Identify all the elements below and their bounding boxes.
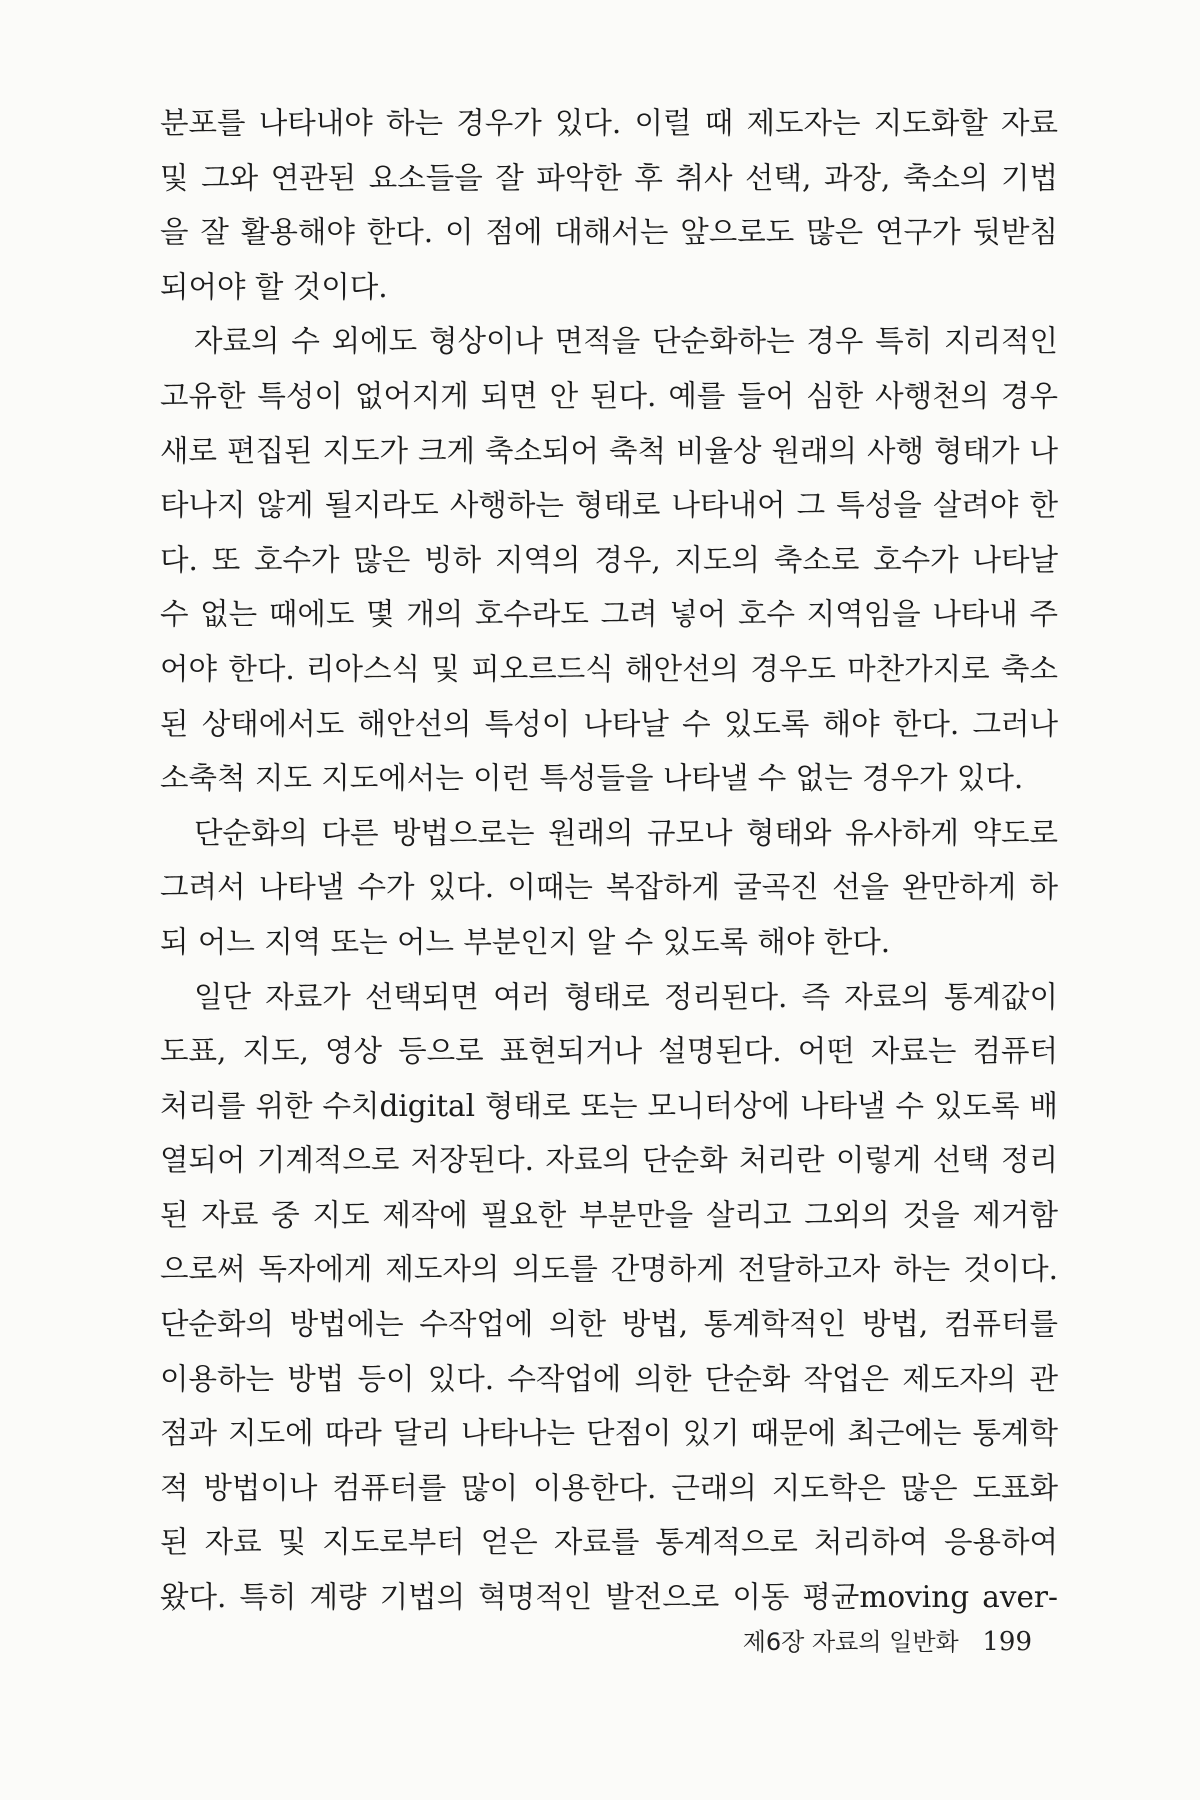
- text-line: 단순화의 방법에는 수작업에 의한 방법, 통계학적인 방법, 컴퓨터를: [160, 1307, 1058, 1342]
- text-line: 소축척 지도 지도에서는 이런 특성들을 나타낼 수 없는 경우가 있다.: [160, 761, 1024, 796]
- text-line: 점과 지도에 따라 달리 나타나는 단점이 있기 때문에 최근에는 통계학: [160, 1416, 1058, 1451]
- text-line: 열되어 기계적으로 저장된다. 자료의 단순화 처리란 이렇게 선택 정리: [160, 1143, 1058, 1178]
- text-line: 되어야 할 것이다.: [160, 269, 388, 304]
- text-line: 어야 한다. 리아스식 및 피오르드식 해안선의 경우도 마찬가지로 축소: [160, 651, 1058, 686]
- text-line: 이용하는 방법 등이 있다. 수작업에 의한 단순화 작업은 제도자의 관: [160, 1361, 1058, 1396]
- paragraph-start-line: 단순화의 다른 방법으로는 원래의 규모나 형태와 유사하게 약도로: [194, 815, 1058, 850]
- text-line: 그려서 나타낼 수가 있다. 이때는 복잡하게 굴곡진 선을 완만하게 하: [160, 870, 1058, 905]
- text-line: 도표, 지도, 영상 등으로 표현되거나 설명된다. 어떤 자료는 컴퓨터: [160, 1034, 1058, 1069]
- text-line: 된 상태에서도 해안선의 특성이 나타날 수 있도록 해야 한다. 그러나: [160, 706, 1058, 741]
- text-line: 으로써 독자에게 제도자의 의도를 간명하게 전달하고자 하는 것이다.: [160, 1252, 1058, 1287]
- paragraph-start-line: 일단 자료가 선택되면 여러 형태로 정리된다. 즉 자료의 통계값이: [194, 979, 1058, 1014]
- text-line: 을 잘 활용해야 한다. 이 점에 대해서는 앞으로도 많은 연구가 뒷받침: [160, 215, 1058, 250]
- chapter-title: 제6장 자료의 일반화: [742, 1628, 959, 1656]
- text-line: 되 어느 지역 또는 어느 부분인지 알 수 있도록 해야 한다.: [160, 924, 891, 959]
- text-line: 타나지 않게 될지라도 사행하는 형태로 나타내어 그 특성을 살려야 한: [160, 488, 1058, 523]
- text-line: 된 자료 중 지도 제작에 필요한 부분만을 살리고 그외의 것을 제거함: [160, 1197, 1058, 1232]
- body-text: [160, 96, 1058, 1625]
- text-line: 다. 또 호수가 많은 빙하 지역의 경우, 지도의 축소로 호수가 나타날: [160, 542, 1058, 577]
- text-line: 수 없는 때에도 몇 개의 호수라도 그려 넣어 호수 지역임을 나타내 주: [160, 597, 1058, 632]
- page-footer: [743, 1622, 1032, 1657]
- text-line: 새로 편집된 지도가 크게 축소되어 축척 비율상 원래의 사행 형태가 나: [160, 433, 1058, 468]
- paragraph-start-line: 자료의 수 외에도 형상이나 면적을 단순화하는 경우 특히 지리적인: [194, 324, 1058, 359]
- text-line: 적 방법이나 컴퓨터를 많이 이용한다. 근래의 지도학은 많은 도표화: [160, 1470, 1058, 1505]
- text-line: 고유한 특성이 없어지게 되면 안 된다. 예를 들어 심한 사행천의 경우: [160, 378, 1058, 413]
- text-line: 된 자료 및 지도로부터 얻은 자료를 통계적으로 처리하여 응용하여: [160, 1525, 1058, 1560]
- text-line: 왔다. 특히 계량 기법의 혁명적인 발전으로 이동 평균moving aver-: [160, 1580, 1058, 1615]
- text-line: 분포를 나타내야 하는 경우가 있다. 이럴 때 제도자는 지도화할 자료: [160, 106, 1058, 140]
- page-number: 199: [982, 1627, 1032, 1657]
- text-line: 처리를 위한 수치digital 형태로 또는 모니터상에 나타낼 수 있도록 배: [160, 1088, 1058, 1123]
- text-line: 및 그와 연관된 요소들을 잘 파악한 후 취사 선택, 과장, 축소의 기법: [160, 160, 1058, 195]
